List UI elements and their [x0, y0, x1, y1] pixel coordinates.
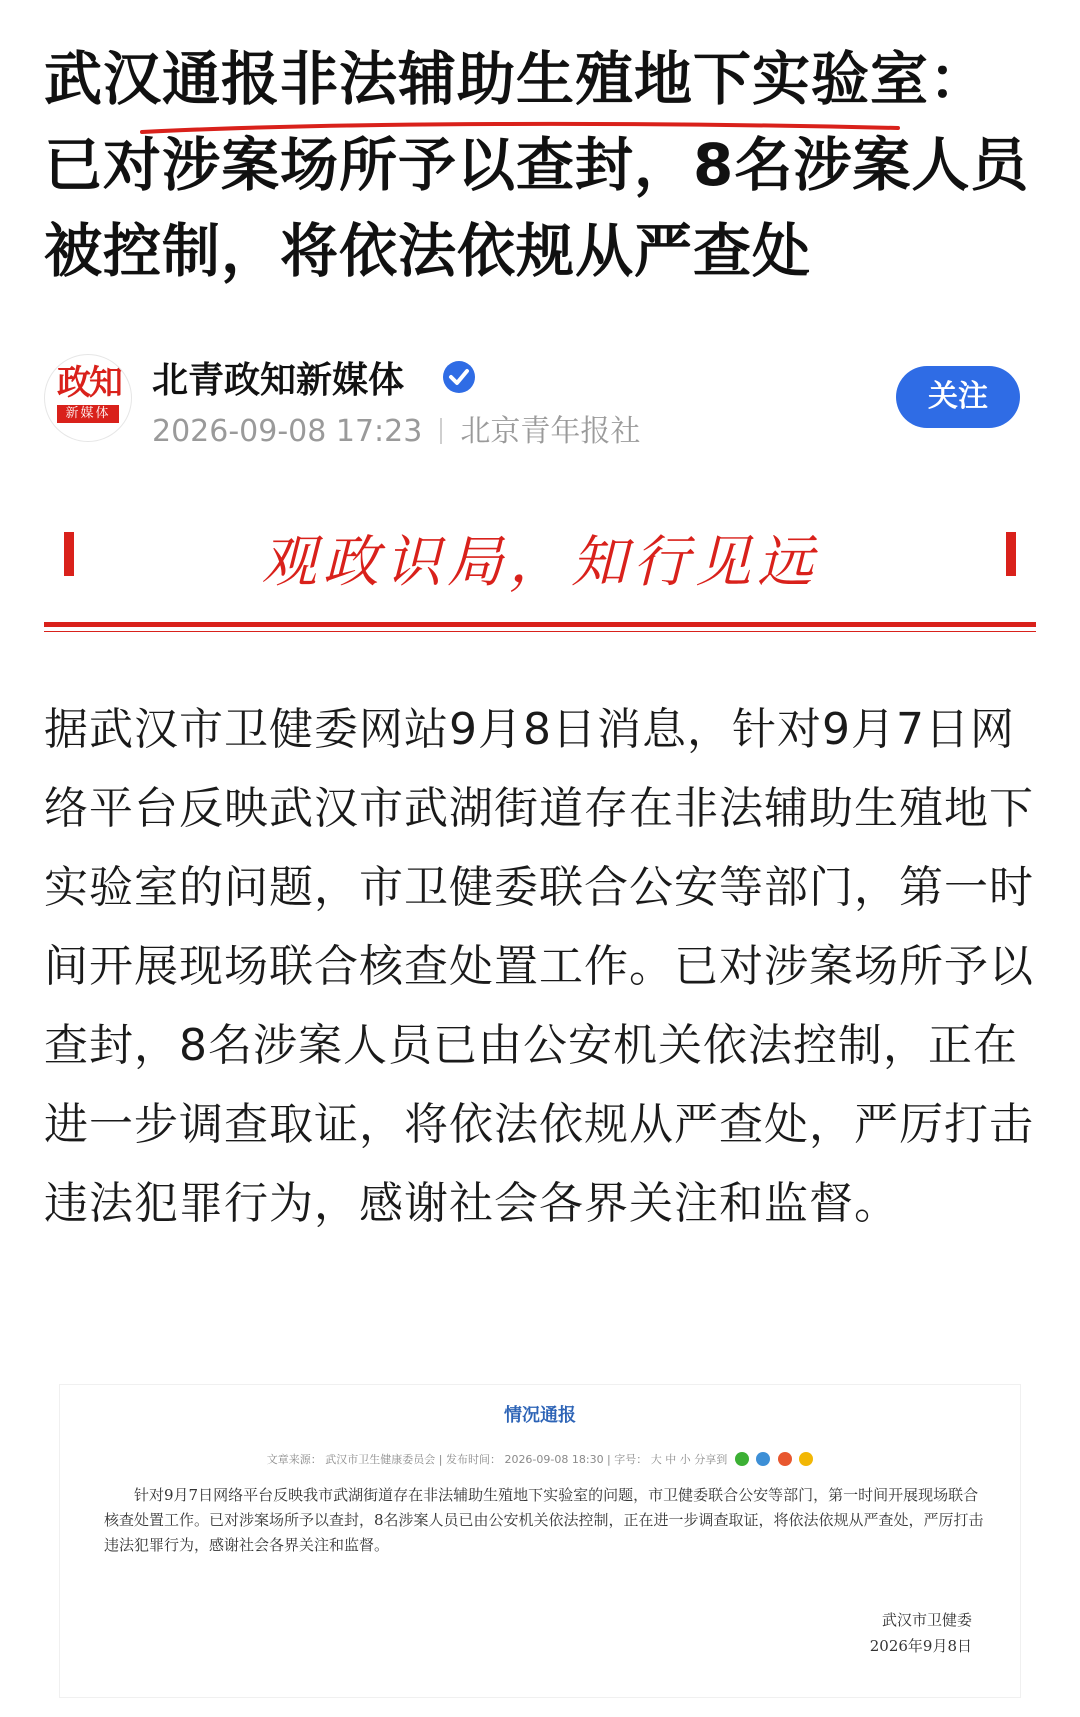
avatar-logo-text: 政知	[57, 363, 121, 403]
publisher-source: 北京青年报社	[460, 414, 641, 449]
banner-slogan: 观政识局，知行见远	[261, 530, 819, 595]
publish-timestamp: 2026-09-08 17:23	[152, 414, 423, 449]
notice-body: 针对9月7日网络平台反映我市武湖街道存在非法辅助生殖地下实验室的问题，市卫健委联合公安等部门，第一时间开展现场联合核查处置工作。已对涉案场所予以查封，8名涉案人员已由公安机关依法控制，正在进一步调查取证，将依法依规从严查处，严厉打击违法犯罪行为，感谢社会各界关注和监督。	[104, 1486, 984, 1554]
notice-signature	[870, 1607, 972, 1659]
notice-date: 2026年9月8日	[869, 1637, 972, 1655]
embedded-notice-screenshot	[60, 1385, 1020, 1697]
follow-button[interactable]: 关注	[896, 366, 1020, 428]
banner-rule-thin	[44, 631, 1036, 632]
wechat-icon[interactable]	[735, 1452, 749, 1466]
slogan-banner	[44, 500, 1036, 650]
headline-underline	[140, 118, 900, 142]
favorite-icon[interactable]	[799, 1452, 813, 1466]
notice-signer: 武汉市卫健委	[881, 1611, 972, 1629]
notice-title: 情况通报	[504, 1405, 576, 1426]
banner-rule-thick	[44, 622, 1036, 627]
banner-bar-right	[1006, 532, 1016, 576]
article-body: 据武汉市卫健委网站9月8日消息，针对9月7日网络平台反映武汉市武湖街道存在非法辅助生殖地下实验室的问题，市卫健委联合公安等部门，第一时间开展现场联合核查处置工作。已对涉案场所予以查封，8名涉案人员已由公安机关依法控制，正在进一步调查取证，将依法依规从严查处，严厉打击违法犯罪行为，感谢社会各界关注和监督。	[44, 704, 1034, 1229]
author-meta	[152, 406, 640, 450]
meta-divider	[440, 418, 442, 444]
author-row	[44, 350, 1044, 450]
avatar-logo-subtext: 新媒体	[57, 405, 119, 423]
verified-check-icon	[442, 360, 476, 394]
notice-meta	[60, 1451, 1020, 1467]
author-avatar[interactable]	[44, 354, 132, 442]
qzone-icon[interactable]	[756, 1452, 770, 1466]
weibo-icon[interactable]	[778, 1452, 792, 1466]
notice-meta-text: 文章来源： 武汉市卫生健康委员会 | 发布时间： 2026-09-08 18:30 | 字号： 大 中 小 分享到	[266, 1453, 728, 1466]
article-headline: 武汉通报非法辅助生殖地下实验室：已对涉案场所予以查封，8名涉案人员被控制，将依法依规从严查处	[44, 45, 1030, 285]
author-name[interactable]: 北青政知新媒体	[152, 360, 405, 401]
